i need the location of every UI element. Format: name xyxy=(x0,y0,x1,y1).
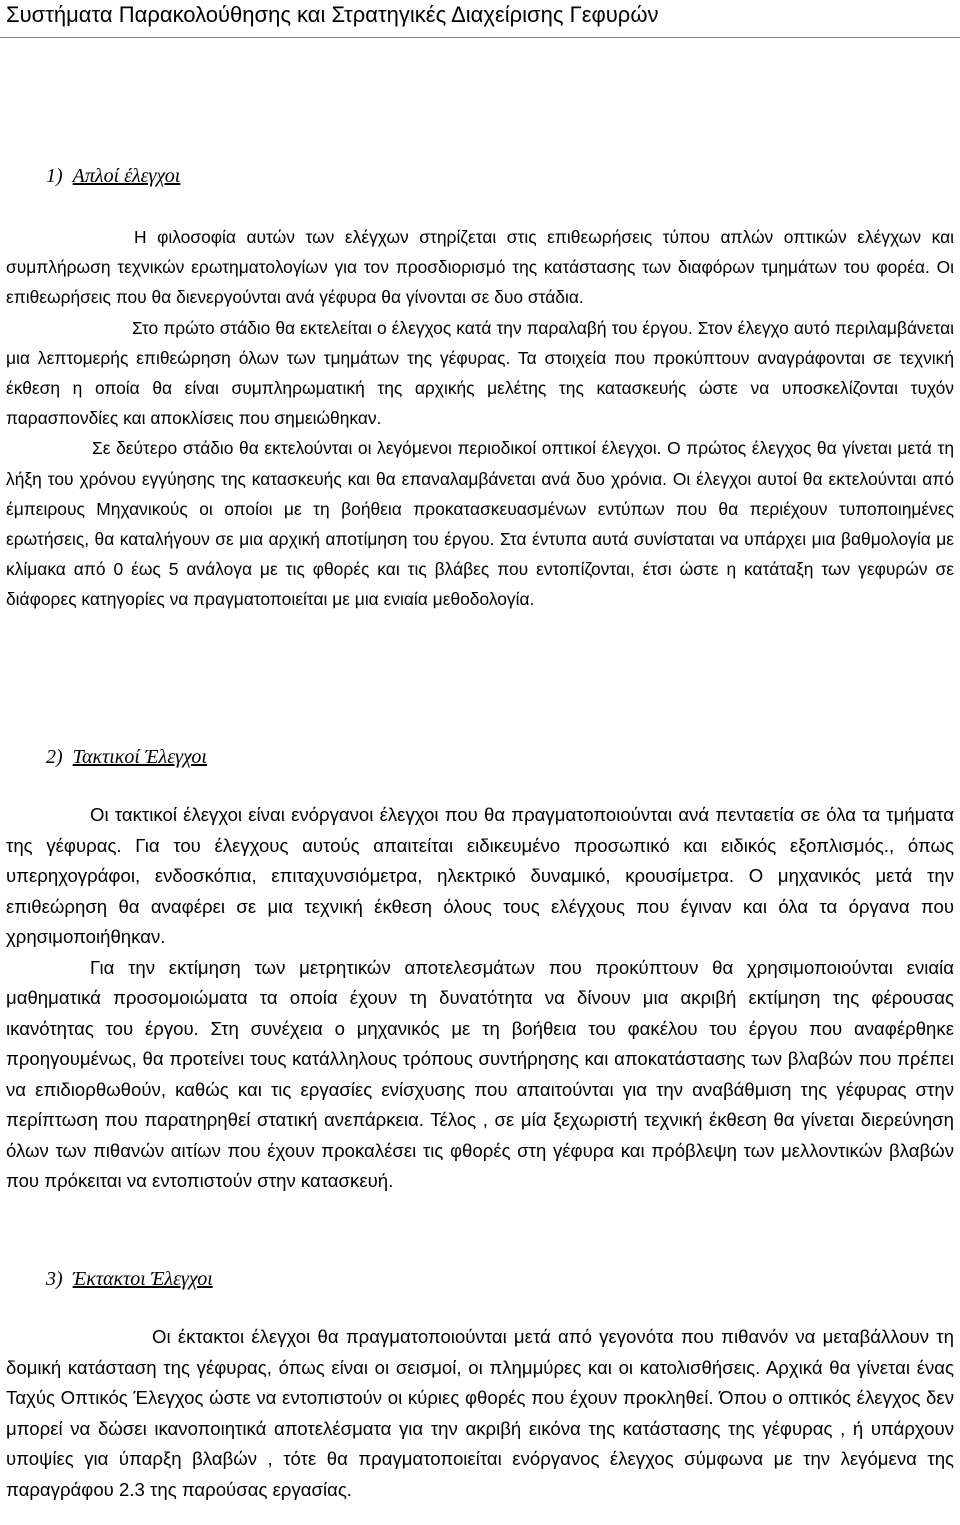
page-header xyxy=(0,0,960,40)
section-1-paragraph-2: Στο πρώτο στάδιο θα εκτελείται ο έλεγχος κατά την παραλαβή του έργου. Στον έλεγχο αυτό περιλαμβάνεται μια λεπτομερής επιθεώρηση όλων των τμημάτων της γέφυρας. Τα στοιχεία που προκύπτουν αναγράφονται σε τεχνική έκθεση η οποία θα είναι συμπληρωματική της αρχικής μελέτης της κατασκευής ώστε να υποσκελίζονται τυχόν παρασπονδίες και αποκλίσεις που σημειώθηκαν. xyxy=(6,317,954,429)
section-3-paragraph-1: Οι έκτακτοι έλεγχοι θα πραγματοποιούνται μετά από γεγονότα που πιθανόν να μεταβάλλουν τη δομική κατάσταση της γέφυρας, όπως είναι οι σεισμοί, οι πλημμύρες και οι κατολισθήσεις. Αρχικά θα γίνεται ένας Ταχύς Οπτικός Έλεγχος ώστε να εντοπιστούν οι κύριες φθορές που έχουν προκληθεί. Όπου ο οπτικός έλεγχος δεν μπορεί να δώσει ικανοποιητικά αποτελέσματα για την ακριβή εικόνα της κατάστασης της γέφυρας , ή υπάρχουν υποψίες για ύπαρξη βλαβών , τότε θα πραγματοποιείται ενόργανος έλεγχος σύμφωνα με την λεγόμενα της παραγράφου 2.3 της παρούσας εργασίας. xyxy=(6,1326,954,1500)
document-title: Συστήματα Παρακολούθησης και Στρατηγικές Διαχείρισης Γεφυρών xyxy=(6,2,659,27)
section-1-paragraph-1: Η φιλοσοφία αυτών των ελέγχων στηρίζεται στις επιθεωρήσεις τύπου απλών οπτικών ελέγχων και συμπλήρωση τεχνικών ερωτηματολογίων για τον προσδιορισμό της κατάστασης των διαφόρων τμημάτων του φορέα. Οι επιθεωρήσεις που θα διενεργούνται ανά γέφυρα θα γίνονται σε δυο στάδια. xyxy=(6,227,954,308)
section-2-body xyxy=(6,800,954,1197)
section-3-body xyxy=(6,1322,954,1505)
section-1-number: 1) xyxy=(46,165,63,187)
section-3-title: Έκτακτοι Έλεγχοι xyxy=(72,1268,213,1290)
section-1-title: Απλοί έλεγχοι xyxy=(72,165,181,187)
section-1-body xyxy=(6,222,954,615)
header-divider xyxy=(0,37,960,38)
section-1-heading xyxy=(46,162,180,190)
section-2-number: 2) xyxy=(46,746,63,768)
section-3-heading xyxy=(46,1265,213,1293)
section-2-paragraph-1: Οι τακτικοί έλεγχοι είναι ενόργανοι έλεγχοι που θα πραγματοποιούνται ανά πενταετία σε όλα τα τμήματα της γέφυρας. Για του έλεγχους αυτούς απαιτείται ειδικευμένο προσωπικό και ειδικός εξοπλισμός., όπως υπερηχογράφοι, ενδοσκόπια, επιταχυνσιόμετρα, ηλεκτρικό δυναμικό, κρουσίμετρα. Ο μηχανικός μετά την επιθεώρηση θα αναφέρει σε μια τεχνική έκθεση όλους τους ελέγχους που έγιναν και όλα τα όργανα που χρησιμοποιήθηκαν. xyxy=(6,804,954,947)
section-2-heading xyxy=(46,743,207,771)
section-2-paragraph-2: Για την εκτίμηση των μετρητικών αποτελεσμάτων που προκύπτουν θα χρησιμοποιούνται ενιαία μαθηματικά προσομοιώματα τα οποία έχουν τη δυνατότητα να δίνουν μια ακριβή εκτίμηση της φέρουσας ικανότητας του έργου. Στη συνέχεια ο μηχανικός με τη βοήθεια του φακέλου του έργου που αναφέρθηκε προηγουμένως, θα προτείνει τους κατάλληλους τρόπους συντήρησης και αποκατάστασης των βλαβών που πρέπει να επιδιορθωθούν, καθώς και τις εργασίες ενίσχυσης που απαιτούνται για την αναβάθμιση της γέφυρας στην περίπτωση που παρατηρηθεί στατική ανεπάρκεια. Τέλος , σε μία ξεχωριστή τεχνική έκθεση θα γίνεται διερεύνηση όλων των πιθανών αιτίων που έχουν προκαλέσει τις φθορές στη γέφυρα και πρόβλεψη των μελλοντικών βλαβών που πρόκειται να εντοπιστούν στην κατασκευή. xyxy=(6,956,954,1191)
section-1-paragraph-3: Σε δεύτερο στάδιο θα εκτελούνται οι λεγόμενοι περιοδικοί οπτικοί έλεγχοι. Ο πρώτος έλεγχος θα γίνεται μετά τη λήξη του χρόνου εγγύησης της κατασκευής και θα επαναλαμβάνεται ανά δυο χρόνια. Οι έλεγχοι αυτοί θα εκτελούνται από έμπειρους Μηχανικούς οι οποίοι με τη βοήθεια προκατασκευασμένων εντύπων που θα περιέχουν τυποποιημένες ερωτήσεις, θα καταλήγουν σε μια αρχική αποτίμηση του έργου. Στα έντυπα αυτά συνίσταται να υπάρχει μια βαθμολογία με κλίμακα από 0 έως 5 ανάλογα με τις φθορές και τις βλάβες που εντοπίζονται, έτσι ώστε η κατάταξη των γεφυρών σε διάφορες κατηγορίες να πραγματοποιείται με μια ενιαία μεθοδολογία. xyxy=(6,438,954,610)
section-3-number: 3) xyxy=(46,1268,63,1290)
section-2-title: Τακτικοί Έλεγχοι xyxy=(72,746,207,768)
